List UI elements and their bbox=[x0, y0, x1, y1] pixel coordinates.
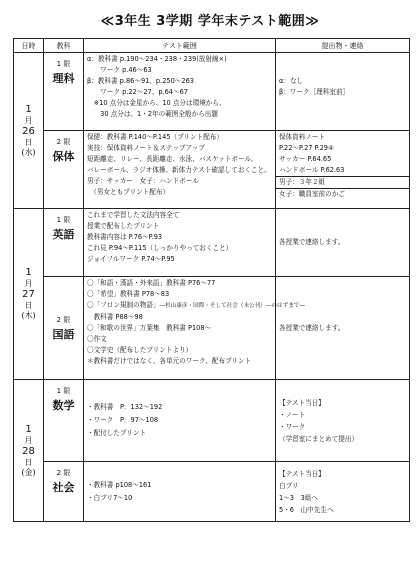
range-note: ―杉山康彦・国際・そして社会（未公刊）―のはずまで― bbox=[159, 303, 305, 309]
header-range: テスト範囲 bbox=[84, 39, 276, 53]
period-cell: 2 限 保体 bbox=[44, 131, 84, 209]
period-cell: 2 限 国語 bbox=[44, 277, 84, 380]
period-cell: 2 限 社会 bbox=[44, 462, 84, 522]
header-row bbox=[14, 39, 410, 53]
submit-cell: 保体資料ノート P.22～P.27 P.29④ サッカー P.64.65 ハンドボール P.62.63 男子：３年２組 女子：職員室前のかご bbox=[276, 131, 410, 209]
subject-label: 英語 bbox=[52, 228, 75, 241]
header-subject: 教科 bbox=[44, 39, 84, 53]
subject-label: 数学 bbox=[52, 399, 75, 412]
period-cell: 1 限 英語 bbox=[44, 209, 84, 277]
table-row bbox=[14, 380, 410, 462]
subject-label: 社会 bbox=[52, 481, 75, 494]
period-cell: 1 限 理科 bbox=[44, 53, 84, 131]
subject-label: 理科 bbox=[52, 72, 75, 85]
date-cell: 1 月 26 日 (水) bbox=[14, 53, 44, 209]
submit-cell: 【テスト当日】 白プリ 1～3 3組へ 5・6 山中先生へ bbox=[276, 462, 410, 522]
range-cell: これまで学習した文法内容全て 授業で配布したプリント 教科書内容は P.76～P.93 これ見 P.94～P.115（しっかりやっておくこと） ジョイフルワーク P.74～P.95 bbox=[84, 209, 276, 277]
range-cell: α：教科書 p.190～234・238・239(放射線×) ワーク p.46～63 β：教科書 p.86～91、p.250～263 ワーク p.22～27、p.64～67 ※10 点分は金星から、10 点分は環境から、 30 点分は、1・2年の範囲全般から出題 bbox=[84, 53, 276, 131]
range-cell: 〇「和語・漢語・外来語」教科書 P76～77 〇「希望」教科書 P78～83 〇「フロン規制の物語」―杉山康彦・国際・そして社会（未公刊）―のはずまで― 教科書 P88～98 〇「和歌の世界」万葉集 教科書 P108～ 〇作文 〇文学史（配布したプリントより） ＊教科書だけではなく、各単元のワーク、配布プリント bbox=[84, 277, 276, 380]
date-cell: 1 月 27 日 (木) bbox=[14, 209, 44, 380]
table-row bbox=[14, 131, 410, 209]
submit-cell: 各授業で連絡します。 bbox=[276, 277, 410, 380]
submit-cell: 【テスト当日】 ・ノート ・ワーク （学習室にまとめて提出） bbox=[276, 380, 410, 462]
table-row bbox=[14, 277, 410, 380]
test-range-table bbox=[13, 38, 410, 522]
subject-label: 保体 bbox=[52, 150, 75, 163]
period-cell: 1 限 数学 bbox=[44, 380, 84, 462]
range-cell: ・教科書 p108～161 ・白プリ7～10 bbox=[84, 462, 276, 522]
date-cell: 1 月 28 日 (金) bbox=[14, 380, 44, 522]
table-row bbox=[14, 462, 410, 522]
table-row bbox=[14, 209, 410, 277]
page-title: ≪3年生 3学期 学年末テスト範囲≫ bbox=[100, 14, 320, 29]
range-cell: 保健：教科書 P.140～P.145（プリント配布） 実技：保体資料ノート＆ステップアップ 短距離走、リレー、長距離走、水泳、バスケットボール、 バレーボール、ラジオ体操、新体力テスト確認しておくこと。 男子：サッカー 女子：ハンドボール （男女ともプリント配布） bbox=[84, 131, 276, 209]
header-date: 日時 bbox=[14, 39, 44, 53]
submit-cell: α：なし β：ワーク［理科室前］ bbox=[276, 53, 410, 131]
header-submit: 提出物・連絡 bbox=[276, 39, 410, 53]
subject-label: 国語 bbox=[52, 327, 75, 341]
table-row bbox=[14, 53, 410, 131]
range-cell: ・教科書 P．132～192 ・ワーク P．97～108 ・配付したプリント bbox=[84, 380, 276, 462]
submit-cell: 各授業で連絡します。 bbox=[276, 209, 410, 277]
